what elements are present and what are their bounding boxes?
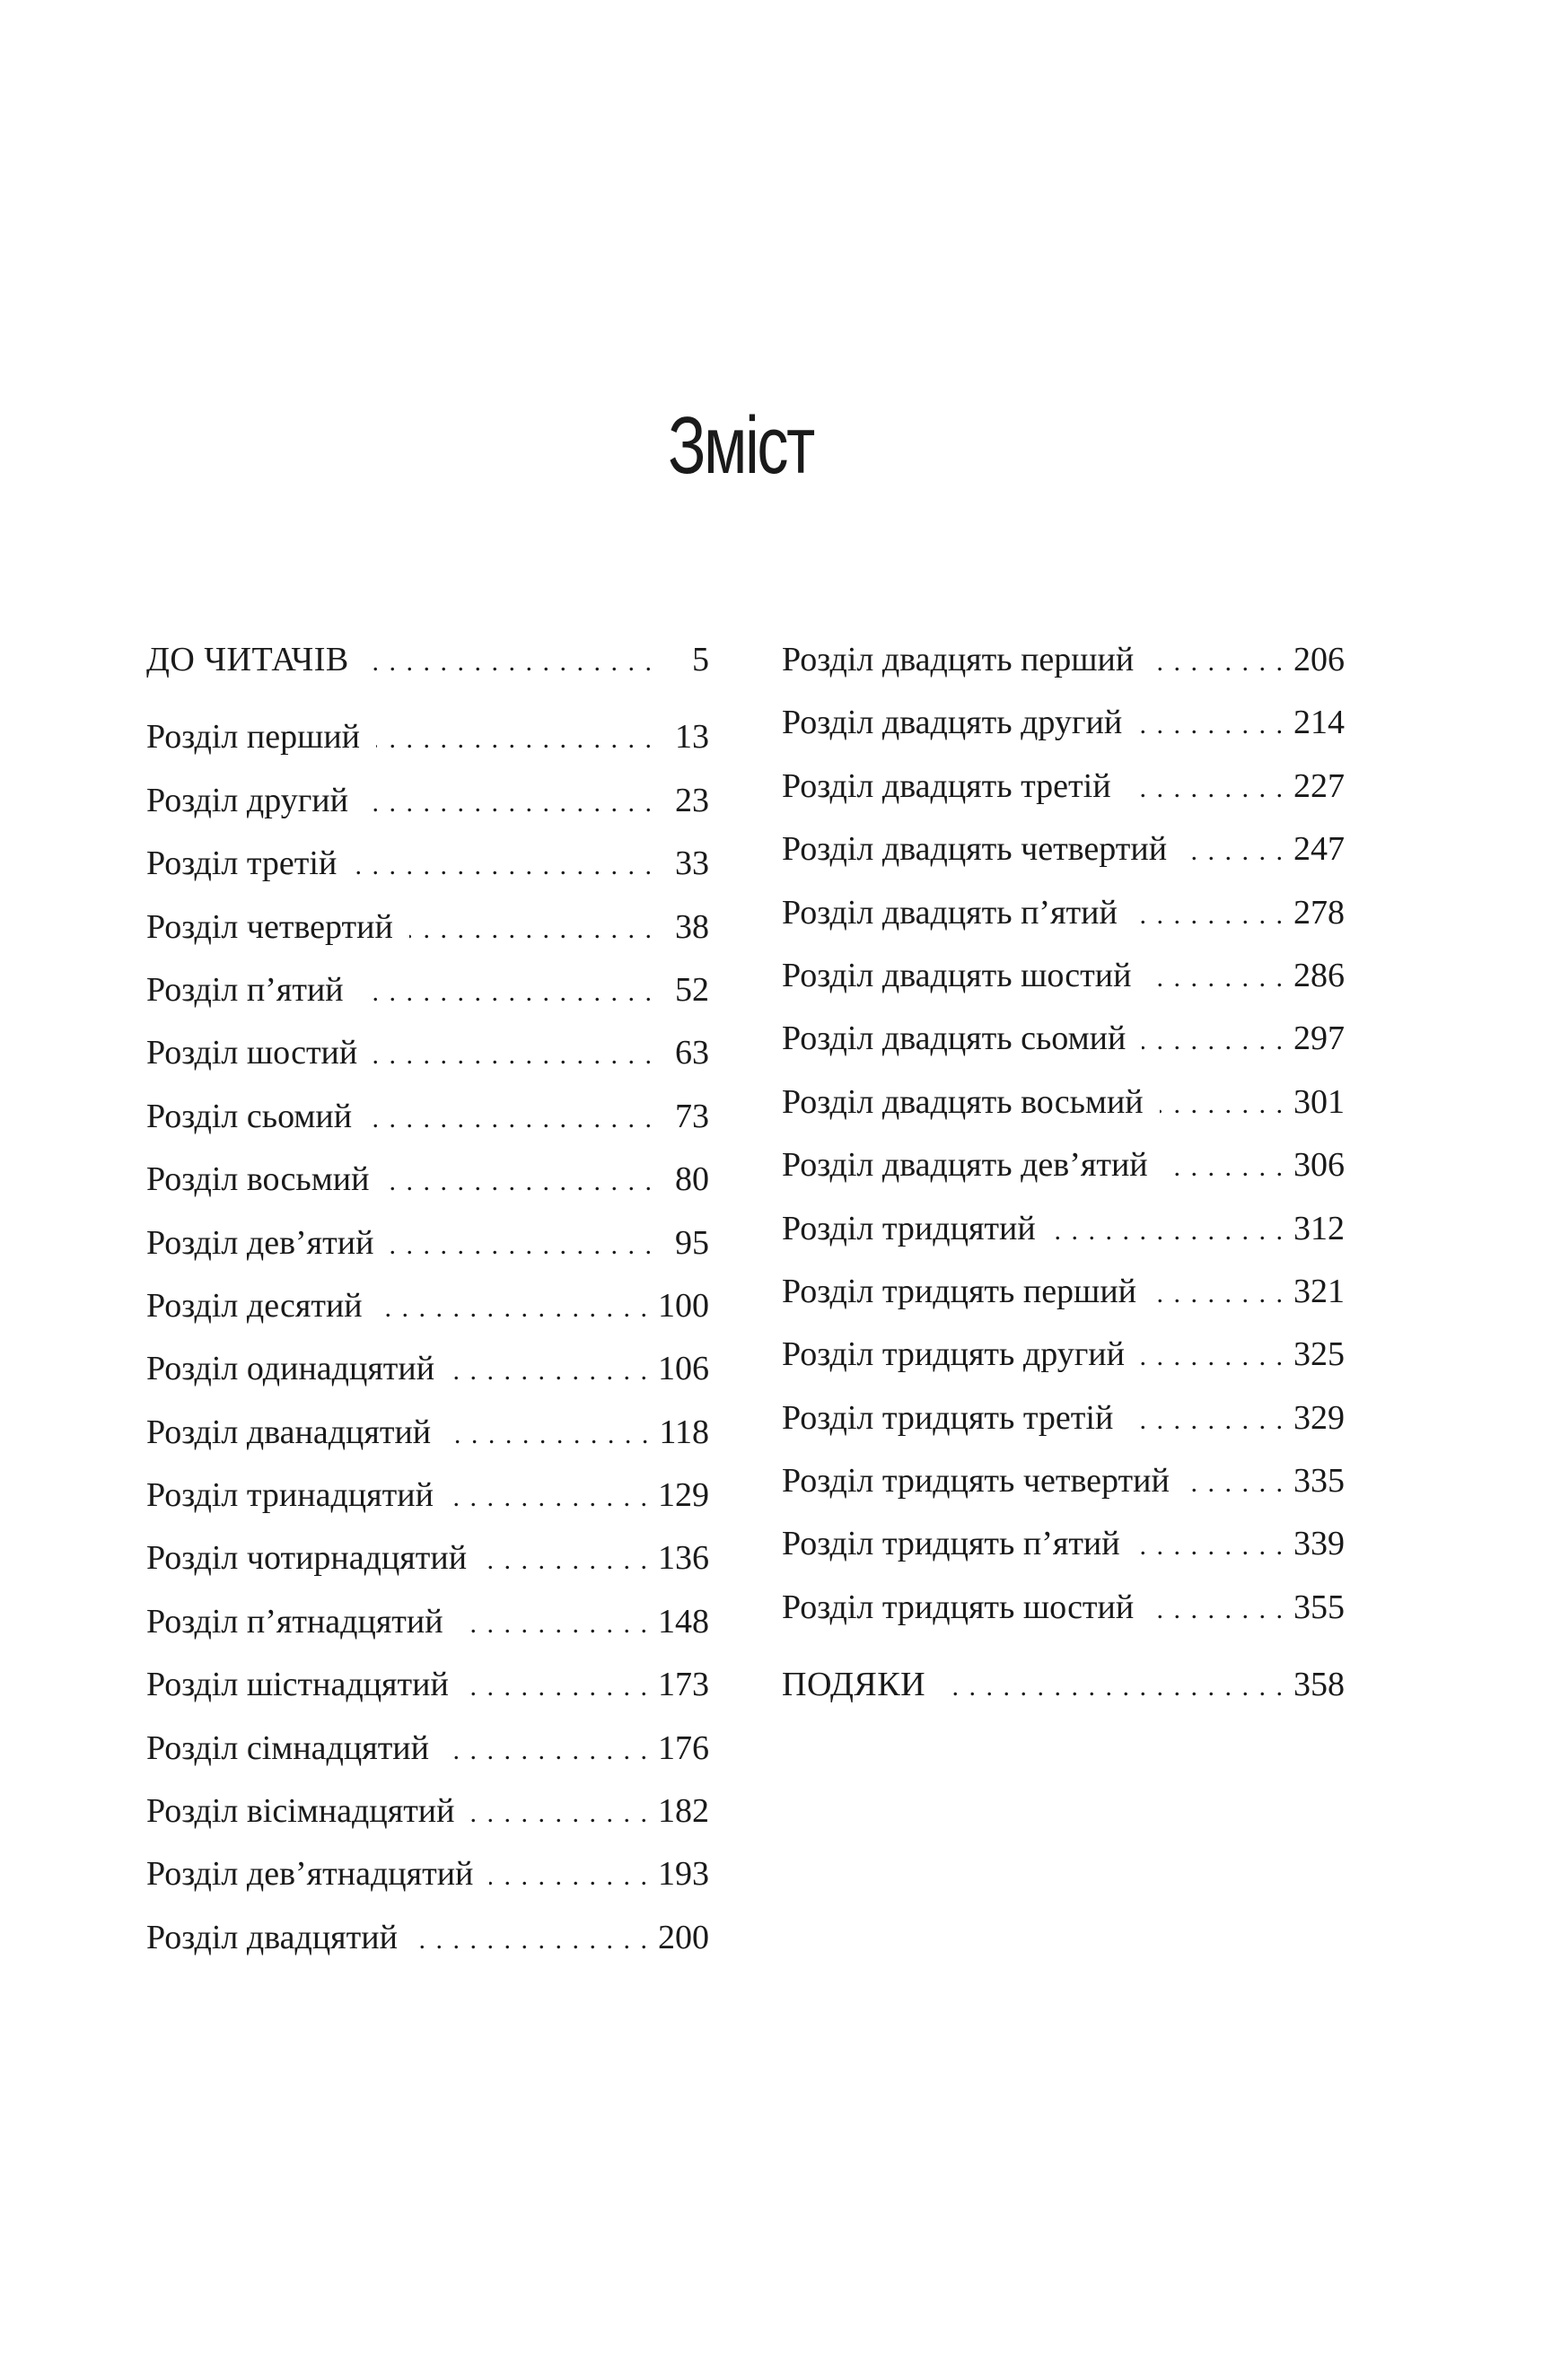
dot-leader (1186, 1452, 1285, 1515)
toc-entry[interactable] (146, 769, 709, 832)
toc-entry[interactable] (146, 958, 709, 1021)
toc-entry-label: Розділ двадцять другий (782, 704, 1123, 742)
toc-entry-label: ПОДЯКИ (782, 1666, 926, 1704)
toc-entry-label: Розділ двадцять сьомий (782, 1019, 1127, 1058)
toc-entry-label: Розділ чотирнадцятий (146, 1539, 468, 1578)
toc-entry-label: Розділ тринадцятий (146, 1476, 434, 1515)
toc-entry-label: Розділ тридцять перший (782, 1272, 1136, 1310)
toc-right-column (782, 628, 1345, 1717)
toc-entry[interactable] (782, 1133, 1345, 1196)
toc-entry-page: 100 (658, 1286, 709, 1325)
toc-entry-label: Розділ дванадцятий (146, 1413, 432, 1451)
toc-entry-page: 335 (1293, 1462, 1345, 1501)
toc-entry[interactable] (146, 1021, 709, 1084)
toc-entry-label: Розділ двадцять дев’ятий (782, 1146, 1148, 1185)
dot-leader (373, 1024, 653, 1087)
toc-entry[interactable] (782, 881, 1345, 944)
toc-entry-page: 193 (658, 1855, 709, 1894)
toc-entry[interactable] (782, 1512, 1345, 1575)
toc-entry-page: 129 (658, 1476, 709, 1515)
toc-entry-page: 173 (658, 1666, 709, 1704)
toc-entry-label: Розділ четвертий (146, 907, 393, 946)
toc-entry-label: Розділ третій (146, 844, 338, 883)
toc-entry-page: 358 (1293, 1666, 1345, 1704)
toc-entry[interactable] (146, 1527, 709, 1589)
toc-entry-label: Розділ тридцять шостий (782, 1588, 1135, 1626)
dot-leader (489, 1845, 649, 1908)
dot-leader (1127, 757, 1285, 820)
dot-leader (1129, 1389, 1285, 1452)
toc-entry-page: 278 (1293, 893, 1345, 932)
dot-leader (385, 1151, 653, 1213)
dot-leader (1142, 1010, 1285, 1072)
dot-leader (1150, 631, 1285, 694)
dot-leader (1160, 1073, 1285, 1136)
dot-leader (470, 1782, 649, 1845)
toc-entry-label: Розділ сьомий (146, 1097, 353, 1135)
toc-entry-page: 206 (1293, 641, 1345, 678)
dot-leader (447, 1404, 650, 1466)
toc-entry[interactable] (146, 1464, 709, 1527)
dot-leader (1141, 1326, 1285, 1388)
dot-leader (353, 835, 653, 897)
toc-entry-page: 38 (675, 907, 709, 946)
toc-entry-label: Розділ вісімнадцятий (146, 1792, 455, 1831)
toc-entry[interactable] (782, 1197, 1345, 1260)
toc-entry-page: 325 (1293, 1335, 1345, 1374)
toc-entry-page: 176 (658, 1728, 709, 1767)
toc-entry-label: ДО ЧИТАЧІВ (146, 641, 349, 678)
dot-leader (465, 1656, 649, 1719)
toc-entry[interactable] (782, 1576, 1345, 1639)
toc-entry-label: Розділ тридцять другий (782, 1335, 1125, 1374)
toc-entry[interactable] (782, 1449, 1345, 1512)
toc-entry[interactable] (782, 755, 1345, 818)
toc-entry-page: 355 (1293, 1588, 1345, 1626)
toc-entry-acknowledgements[interactable] (782, 1653, 1345, 1716)
toc-entry[interactable] (146, 1842, 709, 1905)
dot-leader (1136, 1515, 1285, 1578)
toc-entry[interactable] (146, 1337, 709, 1400)
dot-leader (1134, 884, 1285, 947)
toc-entry-label: Розділ п’ятнадцятий (146, 1602, 443, 1641)
dot-leader (1052, 1200, 1285, 1263)
dot-leader (1153, 1263, 1285, 1326)
toc-entry-page: 286 (1293, 956, 1345, 994)
toc-entry-page: 227 (1293, 766, 1345, 805)
toc-entry-page: 214 (1293, 704, 1345, 742)
toc-entry-page: 148 (658, 1602, 709, 1641)
toc-entry-page: 33 (675, 844, 709, 883)
dot-leader (364, 772, 653, 835)
toc-entry-label: Розділ двадцять четвертий (782, 830, 1168, 869)
dot-leader (1183, 820, 1285, 883)
dot-leader (379, 1277, 649, 1340)
toc-entry-page: 312 (1293, 1209, 1345, 1247)
toc-entry[interactable] (146, 1906, 709, 1969)
toc-entry[interactable] (782, 691, 1345, 754)
toc-entry-label: Розділ п’ятий (146, 970, 344, 1009)
toc-entry-page: 182 (658, 1792, 709, 1831)
toc-entry[interactable] (146, 896, 709, 958)
toc-entry-label: Розділ тридцять четвертий (782, 1462, 1170, 1501)
dot-leader (483, 1529, 649, 1592)
toc-entry-page: 13 (675, 718, 709, 757)
toc-entry-label: Розділ двадцять шостий (782, 956, 1132, 994)
toc-entry-label: Розділ двадцять перший (782, 641, 1135, 678)
toc-entry[interactable] (146, 1717, 709, 1780)
toc-entry-page: 321 (1293, 1272, 1345, 1310)
toc-entry-page: 52 (675, 970, 709, 1009)
toc-entry-label: Розділ дев’ятнадцятий (146, 1855, 474, 1894)
toc-entry-label: Розділ шістнадцятий (146, 1666, 449, 1704)
toc-entry[interactable] (146, 1653, 709, 1716)
toc-entry[interactable] (146, 1590, 709, 1653)
dot-leader (414, 1909, 649, 1972)
toc-entry-label: Розділ двадцять третій (782, 766, 1111, 805)
toc-entry-label: Розділ двадцять п’ятий (782, 893, 1118, 932)
toc-entry[interactable] (146, 1085, 709, 1148)
dot-leader (1138, 694, 1285, 757)
toc-entry-page: 339 (1293, 1525, 1345, 1563)
toc-entry-label: Розділ сімнадцятий (146, 1728, 429, 1767)
toc-entry-page: 118 (659, 1413, 709, 1451)
toc-entry-label: Розділ тридцять третій (782, 1398, 1114, 1437)
toc-entry[interactable] (146, 705, 709, 768)
toc-entry-label: Розділ одинадцятий (146, 1350, 435, 1388)
dot-leader (365, 631, 653, 694)
toc-entry-page: 95 (675, 1223, 709, 1262)
toc-entry-intro[interactable] (146, 628, 709, 691)
toc-entry-page: 301 (1293, 1082, 1345, 1121)
toc-entry-label: Розділ десятий (146, 1286, 363, 1325)
toc-entry[interactable] (782, 1323, 1345, 1386)
toc-entry-label: Розділ шостий (146, 1034, 358, 1072)
toc-entry-page: 63 (675, 1034, 709, 1072)
dot-leader (368, 1088, 653, 1151)
toc-entry[interactable] (782, 1387, 1345, 1449)
toc-entry[interactable] (782, 628, 1345, 691)
toc-entry-label: Розділ другий (146, 781, 348, 819)
toc-entry-page: 200 (658, 1918, 709, 1956)
toc-left-column (146, 628, 709, 1969)
dot-leader (1147, 947, 1285, 1010)
toc-entry[interactable] (146, 1212, 709, 1274)
toc-entry-label: Розділ двадцятий (146, 1918, 398, 1956)
toc-entry-label: Розділ двадцять восьмий (782, 1082, 1144, 1121)
toc-entry-label: Розділ восьмий (146, 1160, 370, 1199)
dot-leader (360, 961, 653, 1024)
toc-entry[interactable] (782, 1007, 1345, 1070)
toc-entry-page: 136 (658, 1539, 709, 1578)
toc-entry[interactable] (782, 944, 1345, 1007)
toc-entry-page: 306 (1293, 1146, 1345, 1185)
toc-entry-page: 297 (1293, 1019, 1345, 1058)
toc-entry[interactable] (782, 1260, 1345, 1323)
toc-entry-page: 73 (675, 1097, 709, 1135)
toc-entry-page: 80 (675, 1160, 709, 1199)
toc-entry[interactable] (146, 1780, 709, 1842)
page-title: Зміст (668, 401, 813, 492)
toc-entry[interactable] (146, 1401, 709, 1464)
dot-leader (1164, 1136, 1285, 1199)
toc-entry-label: Розділ дев’ятий (146, 1223, 374, 1262)
toc-entry[interactable] (146, 832, 709, 895)
toc-entry-page: 106 (658, 1350, 709, 1388)
toc-entry[interactable] (146, 1148, 709, 1211)
toc-entry-page: 329 (1293, 1398, 1345, 1437)
toc-entry-page: 247 (1293, 830, 1345, 869)
dot-leader (1150, 1579, 1285, 1641)
toc-entry-label: Розділ перший (146, 718, 361, 757)
toc-entry[interactable] (782, 818, 1345, 880)
toc-entry[interactable] (146, 1274, 709, 1337)
toc-entry-label: Розділ тридцять п’ятий (782, 1525, 1120, 1563)
dot-leader (460, 1593, 649, 1656)
dot-leader (445, 1719, 649, 1782)
toc-entry-page: 23 (675, 781, 709, 819)
toc-entry-label: Розділ тридцятий (782, 1209, 1036, 1247)
dot-leader (376, 708, 653, 771)
dot-leader (409, 898, 653, 961)
toc-entry-page: 5 (692, 641, 709, 678)
dot-leader (451, 1340, 649, 1403)
dot-leader (390, 1214, 653, 1277)
toc-entry[interactable] (782, 1071, 1345, 1133)
dot-leader (450, 1466, 649, 1529)
dot-leader (942, 1656, 1285, 1719)
